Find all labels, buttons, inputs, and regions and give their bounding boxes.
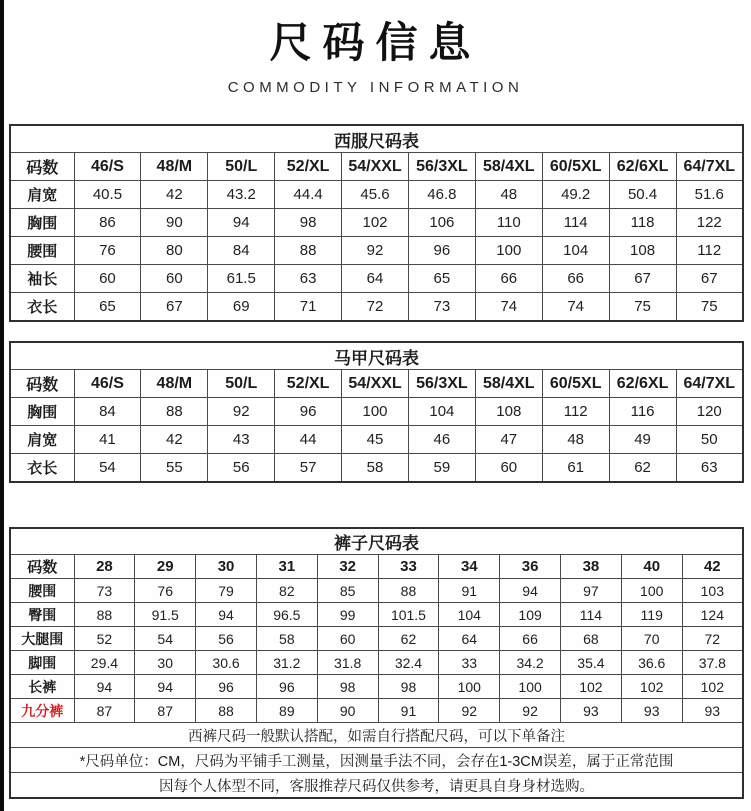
size-value-cell: 74 — [542, 293, 609, 322]
size-value-cell: 80 — [141, 237, 208, 265]
size-value-cell: 116 — [609, 398, 676, 426]
measurement-row — [10, 627, 743, 651]
size-value-cell: 29.4 — [74, 651, 135, 675]
size-value-cell: 87 — [74, 699, 135, 723]
size-value-cell: 43 — [208, 426, 275, 454]
size-value-cell: 35.4 — [561, 651, 622, 675]
size-header-cell: 34 — [439, 555, 500, 579]
measure-label-cell: 腰围 — [10, 237, 74, 265]
size-value-cell: 90 — [317, 699, 378, 723]
size-value-cell: 93 — [682, 699, 743, 723]
size-value-cell: 94 — [500, 579, 561, 603]
size-value-cell: 62 — [609, 454, 676, 483]
size-value-cell: 84 — [74, 398, 141, 426]
size-value-cell: 98 — [275, 209, 342, 237]
size-value-cell: 109 — [500, 603, 561, 627]
size-value-cell: 112 — [542, 398, 609, 426]
measurement-row — [10, 426, 743, 454]
size-value-cell: 97 — [561, 579, 622, 603]
measurement-row — [10, 675, 743, 699]
size-value-cell: 74 — [475, 293, 542, 322]
note-cell: 因每个人体型不同，客服推荐尺码仅供参考，请更具自身身材选购。 — [10, 773, 743, 799]
size-header-cell: 50/L — [208, 153, 275, 181]
measurement-row — [10, 237, 743, 265]
size-value-cell: 55 — [141, 454, 208, 483]
size-value-cell: 51.6 — [676, 181, 743, 209]
measure-label-cell: 衣长 — [10, 293, 74, 322]
size-value-cell: 42 — [141, 181, 208, 209]
measurement-row — [10, 398, 743, 426]
size-value-cell: 76 — [135, 579, 196, 603]
page-subtitle: COMMODITY INFORMATION — [227, 79, 524, 97]
size-value-cell: 49 — [609, 426, 676, 454]
size-value-cell: 62 — [378, 627, 439, 651]
size-value-cell: 94 — [208, 209, 275, 237]
size-value-cell: 79 — [196, 579, 257, 603]
page-title: 尺码信息 — [269, 19, 482, 66]
size-value-cell: 88 — [74, 603, 135, 627]
size-value-cell: 102 — [682, 675, 743, 699]
size-value-cell: 100 — [500, 675, 561, 699]
size-value-cell: 89 — [256, 699, 317, 723]
size-value-cell: 70 — [621, 627, 682, 651]
size-value-cell: 122 — [676, 209, 743, 237]
measurement-row — [10, 454, 743, 483]
size-value-cell: 103 — [682, 579, 743, 603]
measurement-row — [10, 603, 743, 627]
size-value-cell: 114 — [542, 209, 609, 237]
size-value-cell: 66 — [500, 627, 561, 651]
measurement-row — [10, 699, 743, 723]
size-value-cell: 58 — [342, 454, 409, 483]
size-value-cell: 76 — [74, 237, 141, 265]
size-value-cell: 91 — [378, 699, 439, 723]
size-value-cell: 46 — [408, 426, 475, 454]
size-value-cell: 72 — [682, 627, 743, 651]
size-value-cell: 88 — [378, 579, 439, 603]
size-value-cell: 92 — [500, 699, 561, 723]
size-value-cell: 69 — [208, 293, 275, 322]
size-header-cell: 64/7XL — [676, 153, 743, 181]
size-value-cell: 102 — [561, 675, 622, 699]
size-value-cell: 92 — [342, 237, 409, 265]
size-value-cell: 49.2 — [542, 181, 609, 209]
table-title: 马甲尺码表 — [10, 342, 743, 370]
size-value-cell: 73 — [74, 579, 135, 603]
size-value-cell: 67 — [141, 293, 208, 322]
size-value-cell: 56 — [196, 627, 257, 651]
size-value-cell: 63 — [275, 265, 342, 293]
size-value-cell: 57 — [275, 454, 342, 483]
size-value-cell: 66 — [542, 265, 609, 293]
size-value-cell: 119 — [621, 603, 682, 627]
left-edge-strip — [0, 0, 4, 811]
size-value-cell: 58 — [256, 627, 317, 651]
size-value-cell: 67 — [676, 265, 743, 293]
size-value-cell: 106 — [408, 209, 475, 237]
size-value-cell: 96 — [196, 675, 257, 699]
size-value-cell: 33 — [439, 651, 500, 675]
size-header-cell: 31 — [256, 555, 317, 579]
size-value-cell: 32.4 — [378, 651, 439, 675]
size-value-cell: 61.5 — [208, 265, 275, 293]
size-value-cell: 90 — [141, 209, 208, 237]
size-value-cell: 66 — [475, 265, 542, 293]
size-value-cell: 99 — [317, 603, 378, 627]
size-header-cell: 62/6XL — [609, 370, 676, 398]
size-header-cell: 52/XL — [275, 153, 342, 181]
size-value-cell: 65 — [408, 265, 475, 293]
size-value-cell: 110 — [475, 209, 542, 237]
size-value-cell: 50.4 — [609, 181, 676, 209]
size-value-cell: 31.8 — [317, 651, 378, 675]
size-value-cell: 61 — [542, 454, 609, 483]
size-value-cell: 96 — [408, 237, 475, 265]
pants-size-table — [9, 527, 744, 799]
size-value-cell: 50 — [676, 426, 743, 454]
size-value-cell: 100 — [342, 398, 409, 426]
size-value-cell: 93 — [561, 699, 622, 723]
size-value-cell: 93 — [621, 699, 682, 723]
size-value-cell: 68 — [561, 627, 622, 651]
size-value-cell: 46.8 — [408, 181, 475, 209]
size-value-cell: 94 — [135, 675, 196, 699]
size-tables-area — [0, 124, 751, 799]
size-value-cell: 96.5 — [256, 603, 317, 627]
size-header-cell: 40 — [621, 555, 682, 579]
size-header-cell: 54/XXL — [342, 370, 409, 398]
size-value-cell: 36.6 — [621, 651, 682, 675]
size-header-cell: 58/4XL — [475, 153, 542, 181]
size-value-cell: 94 — [196, 603, 257, 627]
size-header-cell: 42 — [682, 555, 743, 579]
suit-size-table — [9, 124, 744, 322]
size-header-cell: 52/XL — [275, 370, 342, 398]
page-header — [0, 0, 751, 124]
measure-label-cell: 长裤 — [10, 675, 74, 699]
size-value-cell: 30 — [135, 651, 196, 675]
size-value-cell: 104 — [439, 603, 500, 627]
size-value-cell: 47 — [475, 426, 542, 454]
size-value-cell: 124 — [682, 603, 743, 627]
size-value-cell: 114 — [561, 603, 622, 627]
size-value-cell: 60 — [141, 265, 208, 293]
size-value-cell: 59 — [408, 454, 475, 483]
size-value-cell: 67 — [609, 265, 676, 293]
size-value-cell: 104 — [408, 398, 475, 426]
size-value-cell: 112 — [676, 237, 743, 265]
size-value-cell: 60 — [475, 454, 542, 483]
size-value-cell: 54 — [135, 627, 196, 651]
size-value-cell: 96 — [256, 675, 317, 699]
size-value-cell: 64 — [342, 265, 409, 293]
size-value-cell: 75 — [676, 293, 743, 322]
size-value-cell: 87 — [135, 699, 196, 723]
corner-label-cell: 码数 — [10, 555, 74, 579]
size-value-cell: 65 — [74, 293, 141, 322]
size-value-cell: 60 — [317, 627, 378, 651]
size-value-cell: 48 — [475, 181, 542, 209]
size-value-cell: 120 — [676, 398, 743, 426]
measure-label-cell: 袖长 — [10, 265, 74, 293]
size-value-cell: 31.2 — [256, 651, 317, 675]
note-cell: *尺码单位：CM，尺码为平铺手工测量，因测量手法不同，会存在1-3CM误差，属于正常范围 — [10, 748, 743, 773]
size-header-cell: 54/XXL — [342, 153, 409, 181]
size-value-cell: 100 — [439, 675, 500, 699]
table-gap — [9, 483, 744, 527]
size-value-cell: 91 — [439, 579, 500, 603]
measure-label-cell: 腰围 — [10, 579, 74, 603]
size-value-cell: 98 — [317, 675, 378, 699]
size-value-cell: 94 — [74, 675, 135, 699]
size-value-cell: 54 — [74, 454, 141, 483]
corner-label-cell: 码数 — [10, 153, 74, 181]
size-value-cell: 64 — [439, 627, 500, 651]
size-header-cell: 46/S — [74, 153, 141, 181]
vest-size-table — [9, 341, 744, 483]
size-header-cell: 50/L — [208, 370, 275, 398]
size-header-cell: 36 — [500, 555, 561, 579]
size-header-cell: 62/6XL — [609, 153, 676, 181]
measurement-row — [10, 651, 743, 675]
size-value-cell: 108 — [475, 398, 542, 426]
size-value-cell: 118 — [609, 209, 676, 237]
size-value-cell: 108 — [609, 237, 676, 265]
measurement-row — [10, 181, 743, 209]
table-title: 裤子尺码表 — [10, 528, 743, 555]
size-value-cell: 37.8 — [682, 651, 743, 675]
size-value-cell: 82 — [256, 579, 317, 603]
measurement-row — [10, 293, 743, 322]
size-value-cell: 104 — [542, 237, 609, 265]
size-value-cell: 41 — [74, 426, 141, 454]
size-value-cell: 48 — [542, 426, 609, 454]
size-value-cell: 102 — [342, 209, 409, 237]
size-value-cell: 86 — [74, 209, 141, 237]
measure-label-cell: 肩宽 — [10, 181, 74, 209]
size-value-cell: 60 — [74, 265, 141, 293]
size-header-cell: 60/5XL — [542, 370, 609, 398]
size-value-cell: 71 — [275, 293, 342, 322]
measure-label-cell: 胸围 — [10, 398, 74, 426]
table-title: 西服尺码表 — [10, 125, 743, 153]
size-header-cell: 46/S — [74, 370, 141, 398]
size-value-cell: 96 — [275, 398, 342, 426]
size-value-cell: 40.5 — [74, 181, 141, 209]
size-header-cell: 32 — [317, 555, 378, 579]
size-value-cell: 85 — [317, 579, 378, 603]
size-value-cell: 56 — [208, 454, 275, 483]
size-header-cell: 33 — [378, 555, 439, 579]
measurement-row — [10, 209, 743, 237]
measure-label-cell: 臀围 — [10, 603, 74, 627]
size-value-cell: 102 — [621, 675, 682, 699]
measure-label-cell: 肩宽 — [10, 426, 74, 454]
measure-label-cell: 胸围 — [10, 209, 74, 237]
note-cell: 西裤尺码一般默认搭配，如需自行搭配尺码，可以下单备注 — [10, 723, 743, 748]
size-value-cell: 84 — [208, 237, 275, 265]
size-header-cell: 30 — [196, 555, 257, 579]
size-value-cell: 30.6 — [196, 651, 257, 675]
size-header-cell: 29 — [135, 555, 196, 579]
measure-label-cell: 脚围 — [10, 651, 74, 675]
size-value-cell: 73 — [408, 293, 475, 322]
size-header-cell: 64/7XL — [676, 370, 743, 398]
size-header-cell: 48/M — [141, 370, 208, 398]
size-value-cell: 88 — [196, 699, 257, 723]
size-value-cell: 101.5 — [378, 603, 439, 627]
size-value-cell: 45.6 — [342, 181, 409, 209]
measure-label-cell: 大腿围 — [10, 627, 74, 651]
table-gap — [9, 322, 744, 341]
size-value-cell: 52 — [74, 627, 135, 651]
measurement-row — [10, 579, 743, 603]
size-header-cell: 28 — [74, 555, 135, 579]
size-value-cell: 92 — [208, 398, 275, 426]
size-value-cell: 44.4 — [275, 181, 342, 209]
size-value-cell: 91.5 — [135, 603, 196, 627]
size-value-cell: 98 — [378, 675, 439, 699]
size-value-cell: 100 — [621, 579, 682, 603]
size-header-cell: 48/M — [141, 153, 208, 181]
size-value-cell: 63 — [676, 454, 743, 483]
size-value-cell: 72 — [342, 293, 409, 322]
corner-label-cell: 码数 — [10, 370, 74, 398]
size-header-cell: 60/5XL — [542, 153, 609, 181]
size-header-cell: 58/4XL — [475, 370, 542, 398]
size-header-cell: 56/3XL — [408, 153, 475, 181]
measure-label-cell: 九分裤 — [10, 699, 74, 723]
measurement-row — [10, 265, 743, 293]
size-value-cell: 44 — [275, 426, 342, 454]
size-value-cell: 42 — [141, 426, 208, 454]
size-value-cell: 92 — [439, 699, 500, 723]
size-value-cell: 34.2 — [500, 651, 561, 675]
size-header-cell: 38 — [561, 555, 622, 579]
size-value-cell: 88 — [141, 398, 208, 426]
size-value-cell: 100 — [475, 237, 542, 265]
size-value-cell: 88 — [275, 237, 342, 265]
size-value-cell: 45 — [342, 426, 409, 454]
measure-label-cell: 衣长 — [10, 454, 74, 483]
size-header-cell: 56/3XL — [408, 370, 475, 398]
size-value-cell: 75 — [609, 293, 676, 322]
size-value-cell: 43.2 — [208, 181, 275, 209]
